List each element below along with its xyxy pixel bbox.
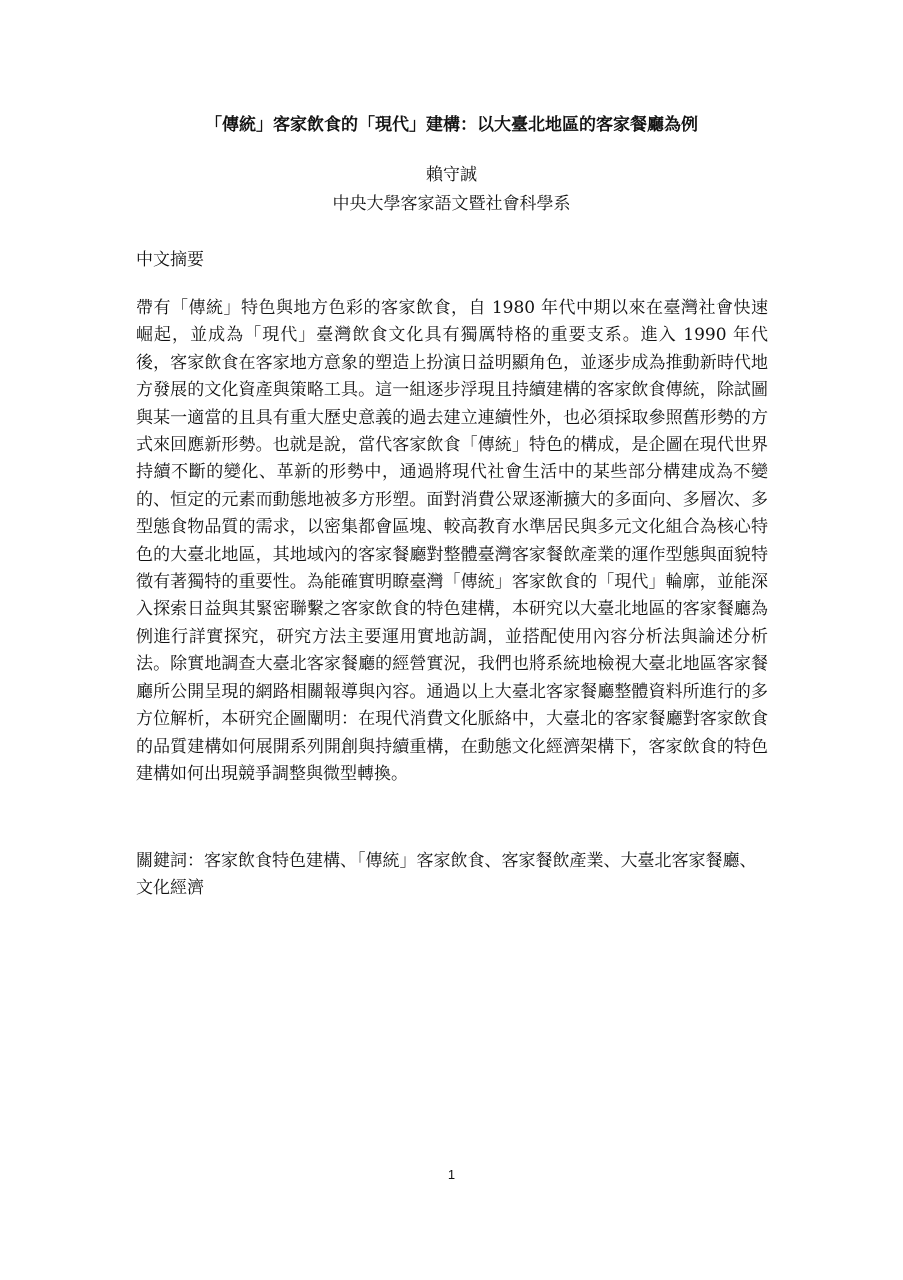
abstract-body: 帶有「傳統」特色與地方色彩的客家飲食，自 1980 年代中期以來在臺灣社會快速崛起，並成為「現代」臺灣飲食文化具有獨厲特格的重要支系。進入 1990 年代後，客家飲食在客家地方意象的塑造上扮演日益明顯角色，並逐步成為推動新時代地方發展的文化資產與策略工具。這一組逐步浮現且持續建構的客家飲食傳統，除試圖與某一適當的且具有重大歷史意義的過去建立連續性外，也必須採取參照舊形勢的方式來回應新形勢。也就是說，當代客家飲食「傳統」特色的構成，是企圖在現代世界持續不斷的變化、革新的形勢中，通過將現代社會生活中的某些部分構建成為不變的、恒定的元素而動態地被多方形塑。面對消費公眾逐漸擴大的多面向、多層次、多型態食物品質的需求，以密集都會區塊、較高教育水準居民與多元文化組合為核心特色的大臺北地區，其地域內的客家餐廳對整體臺灣客家餐飲產業的運作型態與面貌特徵有著獨特的重要性。為能確實明瞭臺灣「傳統」客家飲食的「現代」輪廓，並能深入探索日益與其緊密聯繫之客家飲食的特色建構，本研究以大臺北地區的客家餐廳為例進行詳實探究，研究方法主要運用實地訪調，並搭配使用內容分析法與論述分析法。除實地調查大臺北客家餐廳的經營實況，我們也將系統地檢視大臺北地區客家餐廳所公開呈現的網路相關報導與內容。通過以上大臺北客家餐廳整體資料所進行的多方位解析，本研究企圖闡明：在現代消費文化脈絡中，大臺北的客家餐廳對客家飲食的品質建構如何展開系列開創與持續重構，在動態文化經濟架構下，客家飲食的特色建構如何出現競爭調整與微型轉換。 <box>136 298 768 784</box>
abstract-heading: 中文摘要 <box>136 250 204 270</box>
author-affiliation: 中央大學客家語文暨社會科學系 <box>332 194 571 214</box>
page-number: 1 <box>447 1167 456 1182</box>
paper-title: 「傳統」客家飲食的「現代」建構：以大臺北地區的客家餐廳為例 <box>205 115 698 135</box>
keywords: 關鍵詞：客家飲食特色建構、「傳統」客家飲食、客家餐飲產業、大臺北客家餐廳、文化經濟 <box>136 851 757 899</box>
author-name: 賴守誠 <box>426 165 477 185</box>
